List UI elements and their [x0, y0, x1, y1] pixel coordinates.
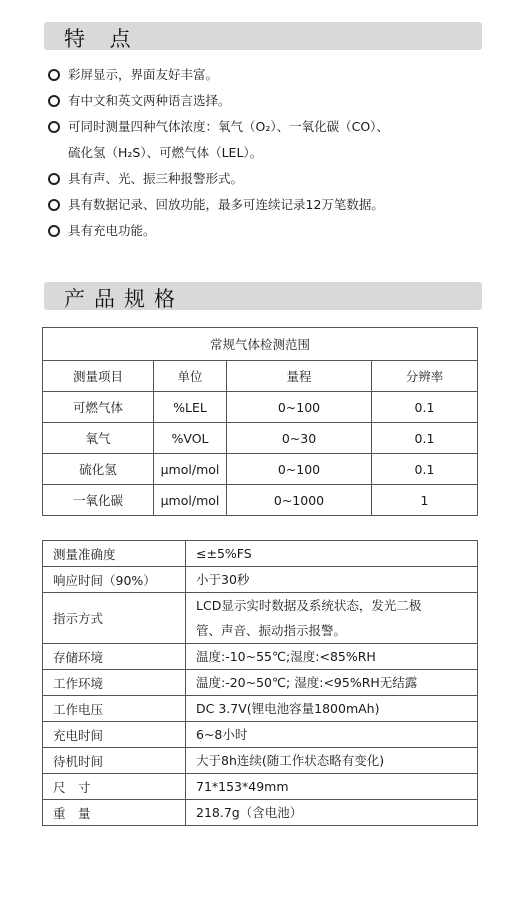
table-row [43, 748, 478, 774]
spec-value-line: 管、声音、振动指示报警。 [196, 623, 347, 638]
features-section-header [44, 22, 482, 50]
spec-section-title: 产品规格 [64, 287, 184, 311]
table-cell: 0~100 [227, 454, 372, 485]
table-row [43, 485, 478, 516]
spec-section-header [44, 282, 482, 310]
spec-value: 6~8小时 [186, 722, 478, 748]
table-cell: 0.1 [372, 423, 478, 454]
table-row [43, 593, 478, 644]
column-header: 分辨率 [372, 361, 478, 392]
table-row [43, 696, 478, 722]
column-header: 量程 [227, 361, 372, 392]
spec-label: 待机时间 [43, 748, 186, 774]
table-cell: %LEL [154, 392, 227, 423]
feature-text: 具有充电功能。 [68, 223, 156, 238]
spec-value: 71*153*49mm [186, 774, 478, 800]
spec-value: 218.7g（含电池） [186, 800, 478, 826]
spec-label: 充电时间 [43, 722, 186, 748]
table-cell: 氧气 [43, 423, 154, 454]
spec-value [186, 593, 478, 644]
circle-bullet-icon [48, 225, 60, 237]
table-cell: 0.1 [372, 454, 478, 485]
table-cell: 0~100 [227, 392, 372, 423]
table-cell: μmol/mol [154, 485, 227, 516]
table-cell: 1 [372, 485, 478, 516]
spec-label: 响应时间（90%） [43, 567, 186, 593]
table-cell: %VOL [154, 423, 227, 454]
spec-label: 重 量 [43, 800, 186, 826]
table-cell: 0~1000 [227, 485, 372, 516]
table-caption: 常规气体检测范围 [43, 328, 478, 361]
spec-value: DC 3.7V(锂电池容量1800mAh) [186, 696, 478, 722]
table-cell: μmol/mol [154, 454, 227, 485]
spec-label: 工作电压 [43, 696, 186, 722]
table-cell: 硫化氢 [43, 454, 154, 485]
table-row [43, 774, 478, 800]
feature-item [46, 62, 486, 88]
circle-bullet-icon [48, 199, 60, 211]
table-cell: 0.1 [372, 392, 478, 423]
circle-bullet-icon [48, 69, 60, 81]
table-row [43, 670, 478, 696]
table-row [43, 392, 478, 423]
table-row [43, 423, 478, 454]
feature-item [46, 166, 486, 192]
spec-label: 尺 寸 [43, 774, 186, 800]
feature-item [46, 218, 486, 244]
feature-text: 具有声、光、振三种报警形式。 [68, 171, 244, 186]
table-caption-row [43, 328, 478, 361]
feature-item [46, 192, 486, 218]
spec-value: 温度:-20~50℃; 湿度:<95%RH无结露 [186, 670, 478, 696]
feature-text: 有中文和英文两种语言选择。 [68, 93, 231, 108]
spec-label: 指示方式 [43, 593, 186, 644]
spec-value: 大于8h连续(随工作状态略有变化) [186, 748, 478, 774]
feature-text: 具有数据记录、回放功能，最多可连续记录12万笔数据。 [68, 197, 384, 212]
column-header: 测量项目 [43, 361, 154, 392]
features-section-title: 特 点 [64, 27, 140, 51]
features-list [46, 62, 486, 244]
table-row [43, 454, 478, 485]
table-row [43, 567, 478, 593]
feature-text: 彩屏显示，界面友好丰富。 [68, 67, 219, 82]
table-cell: 可燃气体 [43, 392, 154, 423]
feature-text: 可同时测量四种气体浓度：氧气（O₂）、一氧化碳（CO）、 [68, 119, 389, 134]
feature-text-continued: 硫化氢（H₂S）、可燃气体（LEL）。 [68, 145, 263, 160]
spec-label: 工作环境 [43, 670, 186, 696]
spec-value: 温度:-10~55℃;湿度:<85%RH [186, 644, 478, 670]
spec-label: 存储环境 [43, 644, 186, 670]
table-row [43, 541, 478, 567]
circle-bullet-icon [48, 173, 60, 185]
circle-bullet-icon [48, 95, 60, 107]
table-cell: 0~30 [227, 423, 372, 454]
column-header: 单位 [154, 361, 227, 392]
spec-value: 小于30秒 [186, 567, 478, 593]
table-header-row [43, 361, 478, 392]
table-row [43, 722, 478, 748]
table-cell: 一氧化碳 [43, 485, 154, 516]
spec-table [42, 540, 478, 826]
spec-label: 测量准确度 [43, 541, 186, 567]
table-row [43, 644, 478, 670]
spec-value-line: LCD显示实时数据及系统状态，发光二极 [196, 598, 422, 613]
table-row [43, 800, 478, 826]
circle-bullet-icon [48, 121, 60, 133]
feature-item [46, 114, 486, 166]
spec-value: ≤±5%FS [186, 541, 478, 567]
feature-item [46, 88, 486, 114]
gas-range-table [42, 327, 478, 516]
